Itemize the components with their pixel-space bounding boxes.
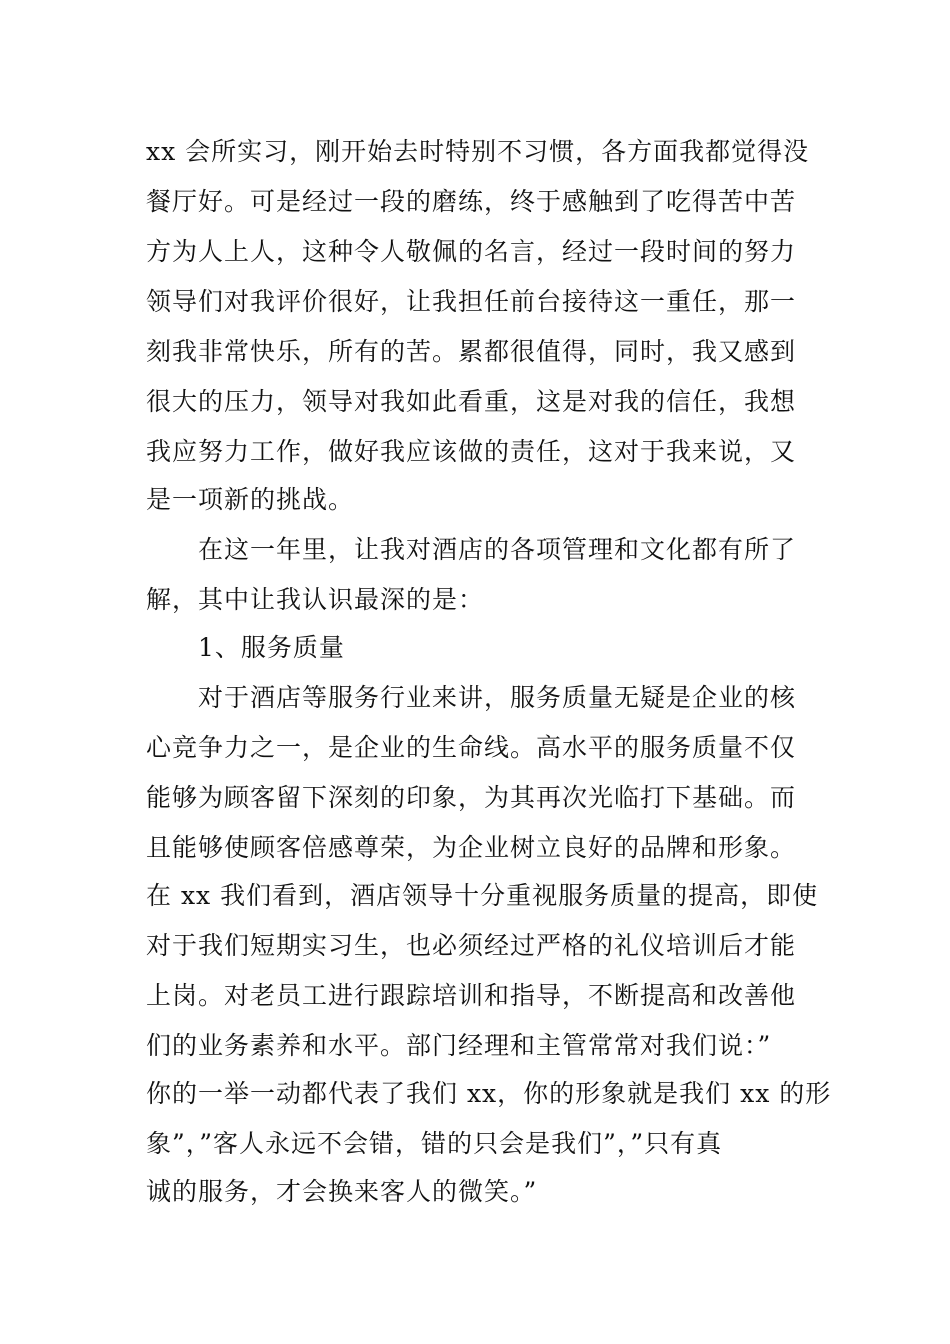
text-line: 上岗。对老员工进行跟踪培训和指导，不断提高和改善他: [146, 981, 797, 1010]
text-line: 领导们对我评价很好，让我担任前台接待这一重任，那一: [146, 287, 797, 316]
text-line: 们的业务素养和水平。部门经理和主管常常对我们说：”: [146, 1031, 772, 1060]
text-line: 诚的服务，才会换来客人的微笑。”: [146, 1177, 538, 1206]
text-line: xx 会所实习，刚开始去时特别不习惯，各方面我都觉得没: [146, 137, 810, 166]
paragraph-start-line: 在这一年里，让我对酒店的各项管理和文化都有所了: [198, 535, 797, 564]
paragraph-start-line: 对于酒店等服务行业来讲，服务质量无疑是企业的核: [198, 683, 797, 712]
text-line: 方为人上人，这种令人敬佩的名言，经过一段时间的努力: [146, 237, 797, 266]
section-heading: 1、服务质量: [198, 633, 345, 662]
text-line: 你的一举一动都代表了我们 xx，你的形象就是我们 xx 的形: [146, 1079, 832, 1108]
text-line: 象”，”客人永远不会错，错的只会是我们”，”只有真: [146, 1129, 723, 1158]
text-line: 能够为顾客留下深刻的印象，为其再次光临打下基础。而: [146, 783, 797, 812]
text-line: 餐厅好。可是经过一段的磨练，终于感触到了吃得苦中苦: [146, 187, 797, 216]
text-line: 且能够使顾客倍感尊荣，为企业树立良好的品牌和形象。: [146, 833, 797, 862]
text-line: 对于我们短期实习生，也必须经过严格的礼仪培训后才能: [146, 931, 797, 960]
text-line: 是一项新的挑战。: [146, 485, 355, 514]
text-line: 在 xx 我们看到，酒店领导十分重视服务质量的提高，即使: [146, 881, 819, 910]
text-line: 我应努力工作，做好我应该做的责任，这对于我来说，又: [146, 437, 797, 466]
text-line: 解，其中让我认识最深的是：: [146, 585, 485, 614]
text-line: 很大的压力，领导对我如此看重，这是对我的信任，我想: [146, 387, 797, 416]
text-line: 刻我非常快乐，所有的苦。累都很值得，同时，我又感到: [146, 337, 797, 366]
text-line: 心竞争力之一，是企业的生命线。高水平的服务质量不仅: [146, 733, 797, 762]
